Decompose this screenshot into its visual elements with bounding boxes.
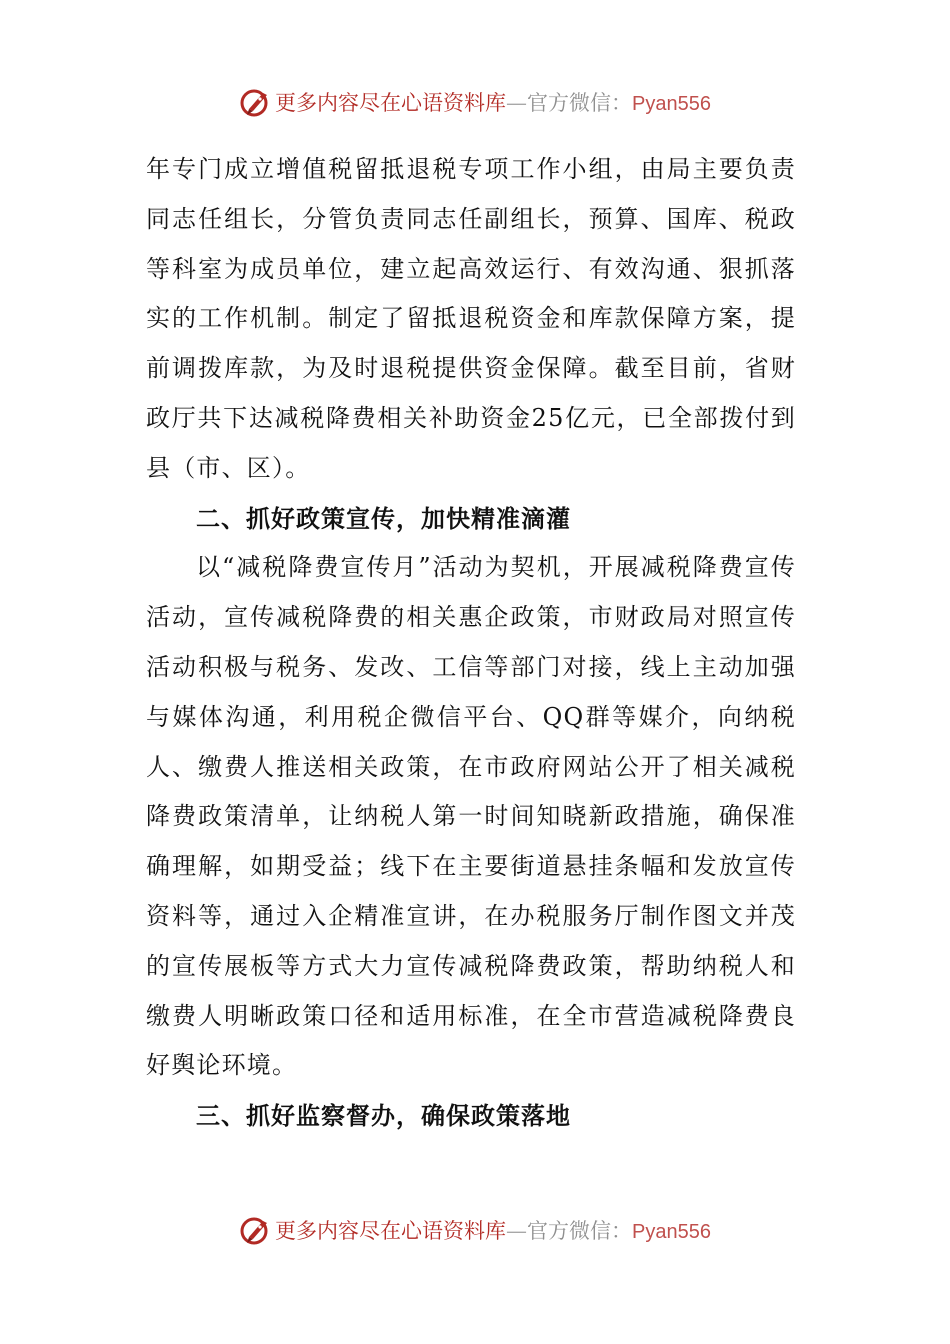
section-heading-3: 三、抓好监察督办，确保政策落地 (196, 1101, 571, 1131)
pen-nib-circle-icon (239, 85, 273, 119)
banner-wechat-id: Pyan556 (632, 1221, 711, 1243)
banner-wechat-id: Pyan556 (632, 93, 711, 115)
banner-text (275, 87, 711, 117)
banner-label: 官方微信： (527, 91, 633, 115)
document-body (146, 145, 796, 1141)
banner-text (275, 1215, 711, 1245)
banner-main-text: 更多内容尽在心语资料库 (275, 1219, 507, 1243)
banner-main-text: 更多内容尽在心语资料库 (275, 91, 507, 115)
header-banner (0, 82, 950, 122)
paragraph-1: 年专门成立增值税留抵退税专项工作小组，由局主要负责同志任组长，分管负责同志任副组长，预算、国库、税政等科室为成员单位，建立起高效运行、有效沟通、狠抓落实的工作机制。制定了留抵退税资金和库款保障方案，提前调拨库款，为及时退税提供资金保障。截至目前，省财政厅共下达减税降费相关补助资金25亿元，已全部拨付到县（市、区）。 (146, 155, 796, 482)
section-heading-2: 二、抓好政策宣传，加快精准滴灌 (196, 503, 571, 533)
banner-dash: — (506, 91, 528, 115)
footer-banner (0, 1210, 950, 1250)
banner-dash: — (506, 1219, 528, 1243)
pen-nib-circle-icon (239, 1213, 273, 1247)
paragraph-2: 以“减税降费宣传月”活动为契机，开展减税降费宣传活动，宣传减税降费的相关惠企政策，市财政局对照宣传活动积极与税务、发改、工信等部门对接，线上主动加强与媒体沟通，利用税企微信平台、QQ群等媒介，向纳税人、缴费人推送相关政策，在市政府网站公开了相关减税降费政策清单，让纳税人第一时间知晓新政措施，确保准确理解，如期受益；线下在主要街道悬挂条幅和发放宣传资料等，通过入企精准宣讲，在办税服务厅制作图文并茂的宣传展板等方式大力宣传减税降费政策，帮助纳税人和缴费人明晰政策口径和适用标准，在全市营造减税降费良好舆论环境。 (146, 553, 796, 1080)
banner-label: 官方微信： (527, 1219, 633, 1243)
